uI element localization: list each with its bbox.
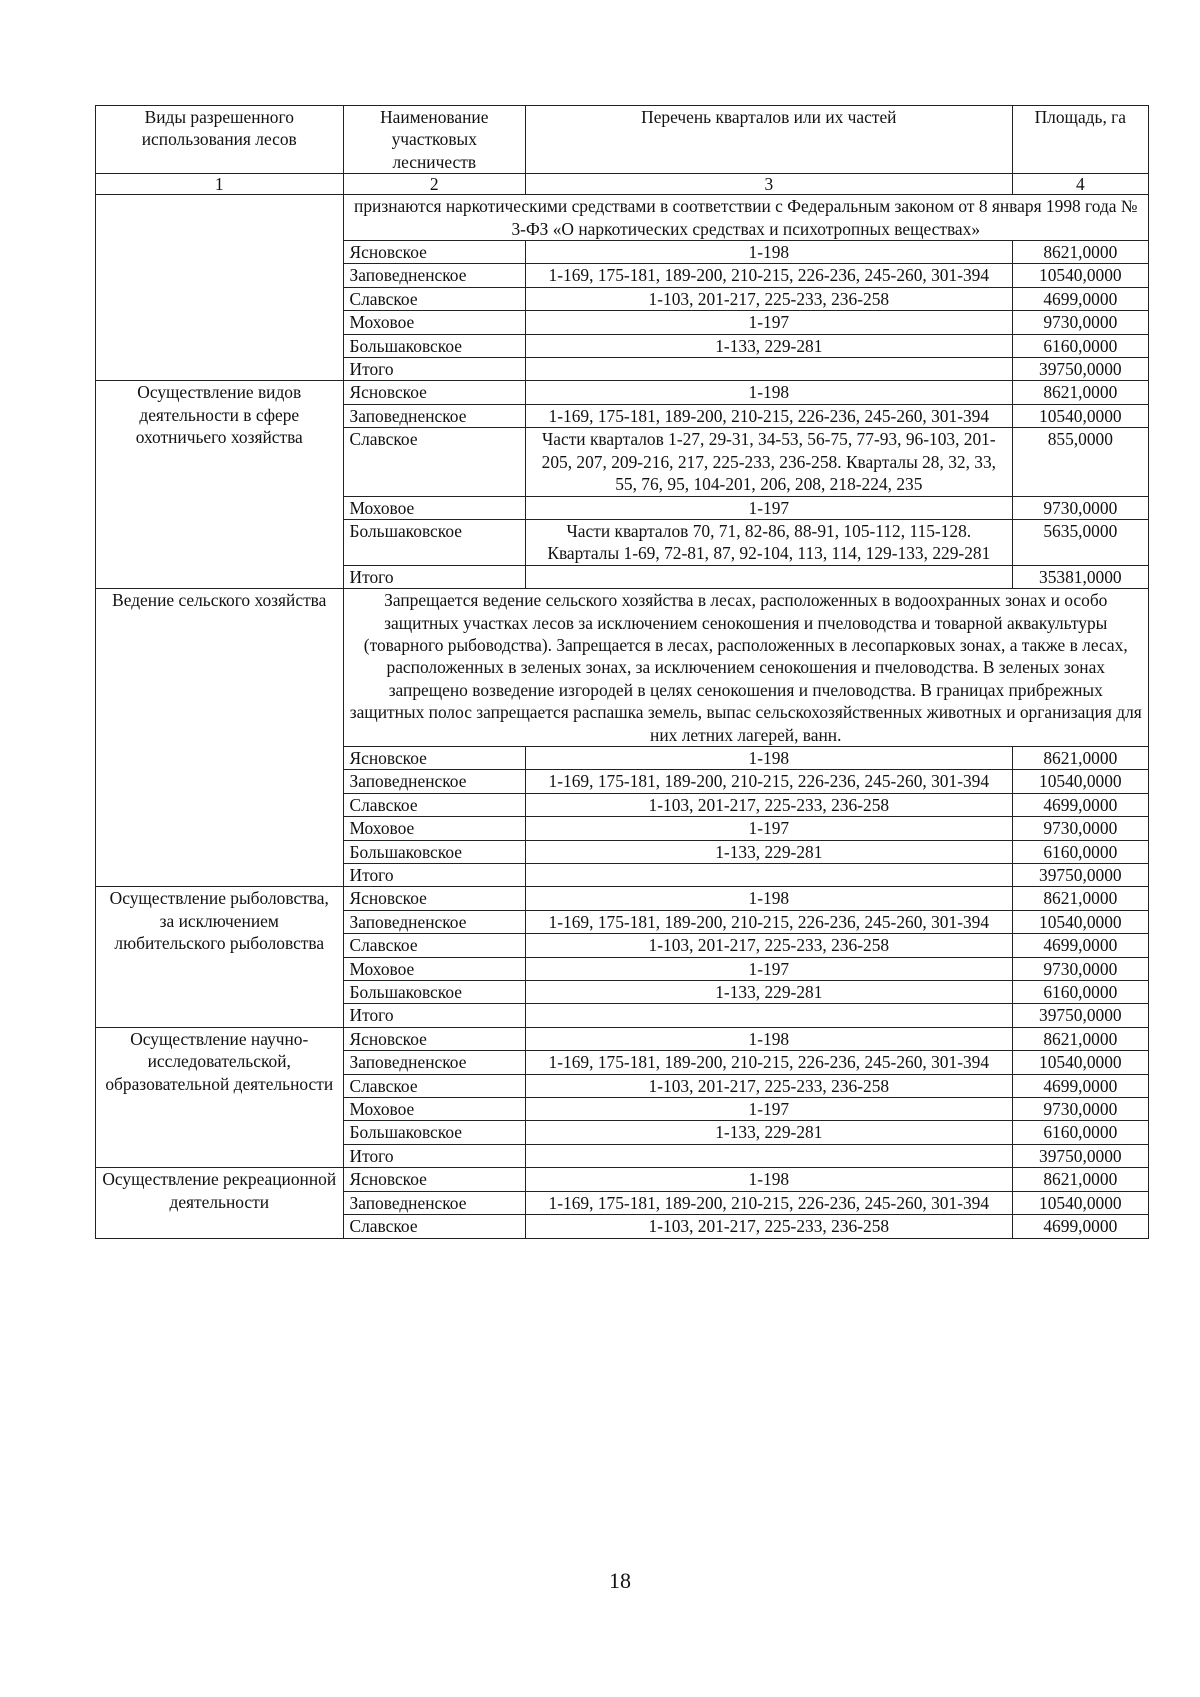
quarters-list: 1-169, 175-181, 189-200, 210-215, 226-236, 245-260, 301-394 (526, 910, 1013, 933)
quarters-list: 1-169, 175-181, 189-200, 210-215, 226-236, 245-260, 301-394 (526, 264, 1013, 287)
forestry-name: Заповедненское (343, 404, 525, 427)
area-value: 8621,0000 (1012, 241, 1148, 264)
quarters-list: 1-198 (526, 746, 1013, 769)
total-label: Итого (343, 358, 525, 381)
quarters-list: 1-198 (526, 241, 1013, 264)
area-value: 855,0000 (1012, 428, 1148, 496)
table-row (96, 381, 1149, 404)
total-area-value: 35381,0000 (1012, 565, 1148, 588)
use-type-agriculture: Ведение сельского хозяйства (96, 589, 344, 887)
quarters-list: 1-103, 201-217, 225-233, 236-258 (526, 1074, 1013, 1097)
quarters-list (526, 565, 1013, 588)
header-area: Площадь, га (1012, 106, 1148, 174)
area-value: 6160,0000 (1012, 840, 1148, 863)
forestry-name: Славское (343, 934, 525, 957)
use-type-fishing: Осуществление рыболовства, за исключением любительского рыболовства (96, 887, 344, 1027)
area-value: 4699,0000 (1012, 1074, 1148, 1097)
area-value: 6160,0000 (1012, 1121, 1148, 1144)
total-area-value: 39750,0000 (1012, 864, 1148, 887)
area-value: 10540,0000 (1012, 264, 1148, 287)
column-number: 3 (526, 174, 1013, 195)
header-use-type: Виды разрешенного использования лесов (96, 106, 344, 174)
quarters-list: 1-169, 175-181, 189-200, 210-215, 226-236, 245-260, 301-394 (526, 404, 1013, 427)
forestry-name: Заповедненское (343, 910, 525, 933)
quarters-list: Части кварталов 1-27, 29-31, 34-53, 56-75, 77-93, 96-103, 201-205, 207, 209-216, 217, 225-233, 236-258. Кварталы 28, 32, 33, 55, 76, 95, 104-201, 206, 208, 218-224, 235 (526, 428, 1013, 496)
area-value: 4699,0000 (1012, 287, 1148, 310)
column-number: 4 (1012, 174, 1148, 195)
quarters-list: 1-133, 229-281 (526, 981, 1013, 1004)
forestry-name: Славское (343, 287, 525, 310)
area-value: 6160,0000 (1012, 334, 1148, 357)
quarters-list: 1-133, 229-281 (526, 1121, 1013, 1144)
area-value: 8621,0000 (1012, 746, 1148, 769)
area-value: 5635,0000 (1012, 519, 1148, 565)
table-row (96, 1168, 1149, 1191)
area-value: 9730,0000 (1012, 957, 1148, 980)
column-number-row (96, 174, 1149, 195)
area-value: 10540,0000 (1012, 770, 1148, 793)
forestry-name: Славское (343, 1074, 525, 1097)
quarters-list: 1-103, 201-217, 225-233, 236-258 (526, 793, 1013, 816)
quarters-list: 1-198 (526, 1168, 1013, 1191)
area-value: 4699,0000 (1012, 934, 1148, 957)
quarters-list: 1-103, 201-217, 225-233, 236-258 (526, 287, 1013, 310)
forestry-name: Ясновское (343, 241, 525, 264)
quarters-list: 1-169, 175-181, 189-200, 210-215, 226-236, 245-260, 301-394 (526, 1051, 1013, 1074)
total-area-value: 39750,0000 (1012, 1144, 1148, 1167)
quarters-list: 1-198 (526, 887, 1013, 910)
area-value: 8621,0000 (1012, 1168, 1148, 1191)
area-value: 10540,0000 (1012, 404, 1148, 427)
area-value: 4699,0000 (1012, 1215, 1148, 1238)
quarters-list (526, 358, 1013, 381)
area-value: 10540,0000 (1012, 1051, 1148, 1074)
table-header-row (96, 106, 1149, 174)
forestry-name: Славское (343, 1215, 525, 1238)
quarters-list: 1-197 (526, 817, 1013, 840)
use-type-science: Осуществление научно-исследовательской, образовательной деятельности (96, 1027, 344, 1167)
forestry-name: Ясновское (343, 887, 525, 910)
area-value: 8621,0000 (1012, 381, 1148, 404)
quarters-list: 1-197 (526, 496, 1013, 519)
total-label: Итого (343, 864, 525, 887)
forest-use-table (95, 105, 1149, 1239)
forestry-name: Большаковское (343, 519, 525, 565)
page-number: 18 (609, 1568, 631, 1593)
quarters-list: 1-197 (526, 1098, 1013, 1121)
total-label: Итого (343, 1144, 525, 1167)
table-row (96, 589, 1149, 747)
quarters-list: 1-197 (526, 957, 1013, 980)
forestry-name: Ясновское (343, 1027, 525, 1050)
column-number: 2 (343, 174, 525, 195)
area-value: 10540,0000 (1012, 1191, 1148, 1214)
column-number: 1 (96, 174, 344, 195)
forestry-name: Большаковское (343, 981, 525, 1004)
quarters-list: 1-103, 201-217, 225-233, 236-258 (526, 1215, 1013, 1238)
forestry-name: Славское (343, 793, 525, 816)
table-row (96, 195, 1149, 241)
forestry-name: Большаковское (343, 1121, 525, 1144)
area-value: 9730,0000 (1012, 817, 1148, 840)
header-quarters: Перечень кварталов или их частей (526, 106, 1013, 174)
use-type-cell (96, 195, 344, 381)
quarters-list: 1-103, 201-217, 225-233, 236-258 (526, 934, 1013, 957)
use-type-hunting: Осуществление видов деятельности в сфере охотничьего хозяйства (96, 381, 344, 589)
total-area-value: 39750,0000 (1012, 358, 1148, 381)
restriction-note: признаются наркотическими средствами в соответствии с Федеральным законом от 8 января 1998 года № 3-ФЗ «О наркотических средствах и психотропных веществах» (343, 195, 1148, 241)
quarters-list: 1-198 (526, 381, 1013, 404)
area-value: 8621,0000 (1012, 887, 1148, 910)
forestry-name: Заповедненское (343, 770, 525, 793)
area-value: 9730,0000 (1012, 1098, 1148, 1121)
header-forestry-name: Наименование участковых лесничеств (343, 106, 525, 174)
forestry-name: Большаковское (343, 334, 525, 357)
forestry-name: Моховое (343, 496, 525, 519)
area-value: 6160,0000 (1012, 981, 1148, 1004)
area-value: 9730,0000 (1012, 311, 1148, 334)
forestry-name: Заповедненское (343, 1191, 525, 1214)
forestry-name: Моховое (343, 817, 525, 840)
forestry-name: Заповедненское (343, 1051, 525, 1074)
forestry-name: Большаковское (343, 840, 525, 863)
forestry-name: Ясновское (343, 746, 525, 769)
forestry-name: Моховое (343, 1098, 525, 1121)
quarters-list: 1-169, 175-181, 189-200, 210-215, 226-236, 245-260, 301-394 (526, 770, 1013, 793)
quarters-list (526, 1144, 1013, 1167)
area-value: 9730,0000 (1012, 496, 1148, 519)
quarters-list: 1-169, 175-181, 189-200, 210-215, 226-236, 245-260, 301-394 (526, 1191, 1013, 1214)
forestry-name: Моховое (343, 957, 525, 980)
quarters-list: 1-198 (526, 1027, 1013, 1050)
forestry-name: Ясновское (343, 381, 525, 404)
total-label: Итого (343, 1004, 525, 1027)
forestry-name: Моховое (343, 311, 525, 334)
forestry-name: Заповедненское (343, 264, 525, 287)
quarters-list: Части кварталов 70, 71, 82-86, 88-91, 105-112, 115-128. Кварталы 1-69, 72-81, 87, 92-104, 113, 114, 129-133, 229-281 (526, 519, 1013, 565)
table-row (96, 887, 1149, 910)
forestry-name: Славское (343, 428, 525, 496)
forestry-name: Ясновское (343, 1168, 525, 1191)
quarters-list (526, 864, 1013, 887)
quarters-list: 1-133, 229-281 (526, 334, 1013, 357)
total-label: Итого (343, 565, 525, 588)
quarters-list (526, 1004, 1013, 1027)
area-value: 4699,0000 (1012, 793, 1148, 816)
use-type-recreation: Осуществление рекреационной деятельности (96, 1168, 344, 1238)
area-value: 8621,0000 (1012, 1027, 1148, 1050)
area-value: 10540,0000 (1012, 910, 1148, 933)
quarters-list: 1-197 (526, 311, 1013, 334)
table-row (96, 1027, 1149, 1050)
restriction-note: Запрещается ведение сельского хозяйства в лесах, расположенных в водоохранных зонах и особо защитных участках лесов за исключением сенокошения и пчеловодства и товарной аквакультуры (товарного рыбоводства). Запрещается в лесах, расположенных в лесопарковых зонах, а также в лесах, расположенных в зеленых зонах, за исключением сенокошения и пчеловодства. В зеленых зонах запрещено возведение изгородей в целях сенокошения и пчеловодства. В границах прибрежных защитных полос запрещается распашка земель, выпас сельскохозяйственных животных и организация для них летних лагерей, ванн. (343, 589, 1148, 747)
quarters-list: 1-133, 229-281 (526, 840, 1013, 863)
total-area-value: 39750,0000 (1012, 1004, 1148, 1027)
